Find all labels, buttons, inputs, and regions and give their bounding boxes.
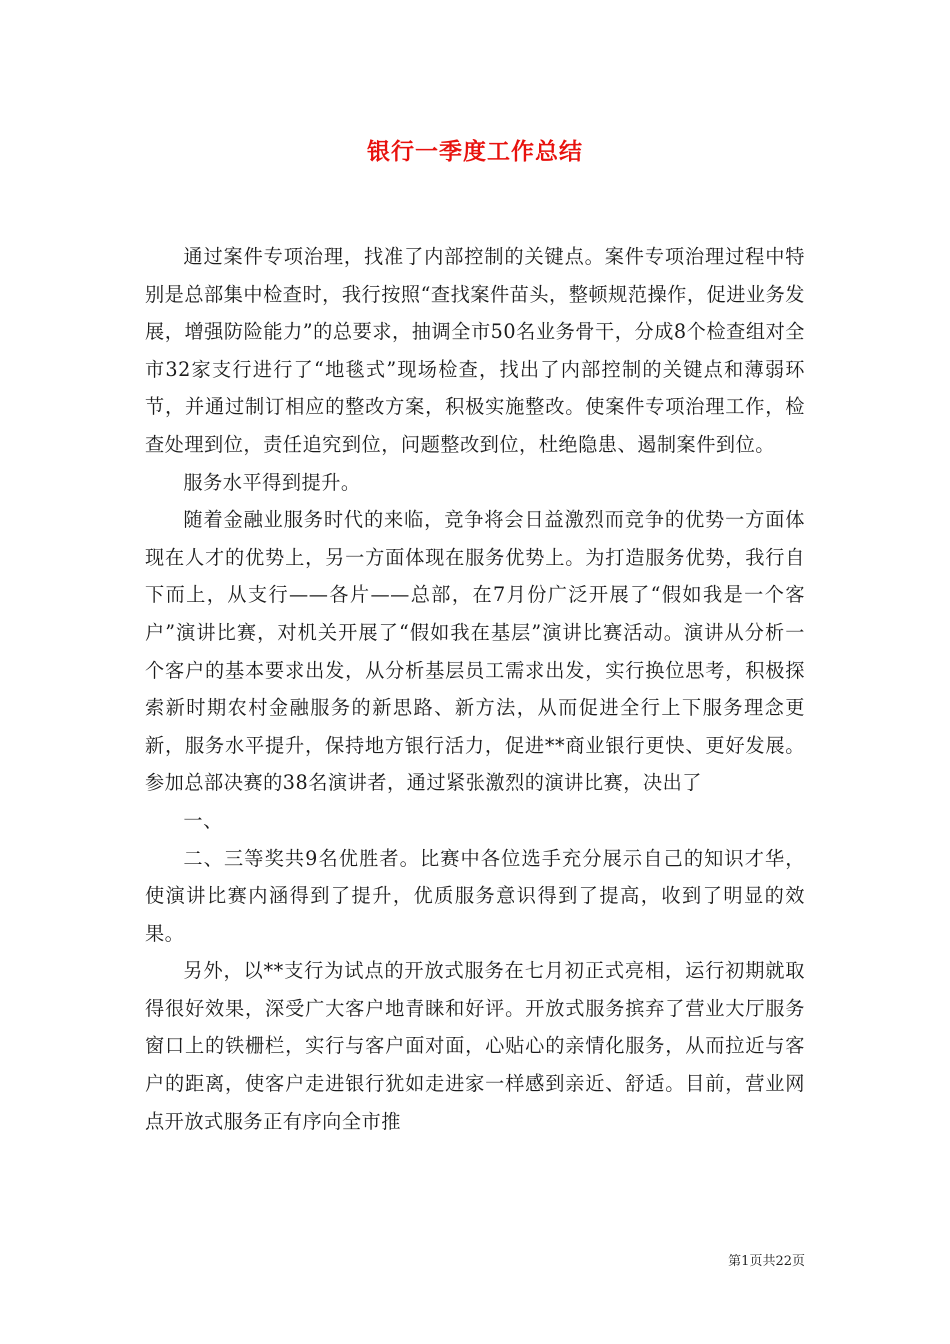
paragraph-5: 二、三等奖共9名优胜者。比赛中各位选手充分展示自己的知识才华，使演讲比赛内涵得到了提升，优质服务意识得到了提高，收到了明显的效果。 (145, 846, 805, 945)
paragraph-1: 通过案件专项治理，找准了内部控制的关键点。案件专项治理过程中特别是总部集中检查时，我行按照“查找案件苗头，整顿规范操作，促进业务发展，增强防险能力”的总要求，抽调全市50名业务骨干，分成8个检查组对全市32家支行进行了“地毯式”现场检查，找出了内部控制的关键点和薄弱环节，并通过制订相应的整改方案，积极实施整改。使案件专项治理工作，检查处理到位，责任追究到位，问题整改到位，杜绝隐患、遏制案件到位。 (145, 245, 805, 456)
page-number: 第1页共22页 (728, 1254, 805, 1269)
paragraph-3: 随着金融业服务时代的来临，竞争将会日益激烈而竞争的优势一方面体现在人才的优势上，另一方面体现在服务优势上。为打造服务优势，我行自下而上，从支行——各片——总部，在7月份广泛开展了“假如我是一个客户”演讲比赛，对机关开展了“假如我在基层”演讲比赛活动。演讲从分析一个客户的基本要求出发，从分析基层员工需求出发，实行换位思考，积极探索新时期农村金融服务的新思路、新方法，从而促进全行上下服务理念更新，服务水平提升，保持地方银行活力，促进**商业银行更快、更好发展。参加总部决赛的38名演讲者，通过紧张激烈的演讲比赛，决出了 (145, 508, 806, 795)
document-title: 银行一季度工作总结 (367, 138, 583, 165)
paragraph-2: 服务水平得到提升。 (183, 470, 361, 494)
document-body (145, 238, 805, 1140)
paragraph-4: 一、 (183, 808, 223, 832)
paragraph-6: 另外，以**支行为试点的开放式服务在七月初正式亮相，运行初期就取得很好效果，深受广大客户地青睐和好评。开放式服务摈弃了营业大厅服务窗口上的铁栅栏，实行与客户面对面，心贴心的亲情化服务，从而拉近与客户的距离，使客户走进银行犹如走进家一样感到亲近、舒适。目前，营业网点开放式服务正有序向全市推 (145, 959, 805, 1133)
